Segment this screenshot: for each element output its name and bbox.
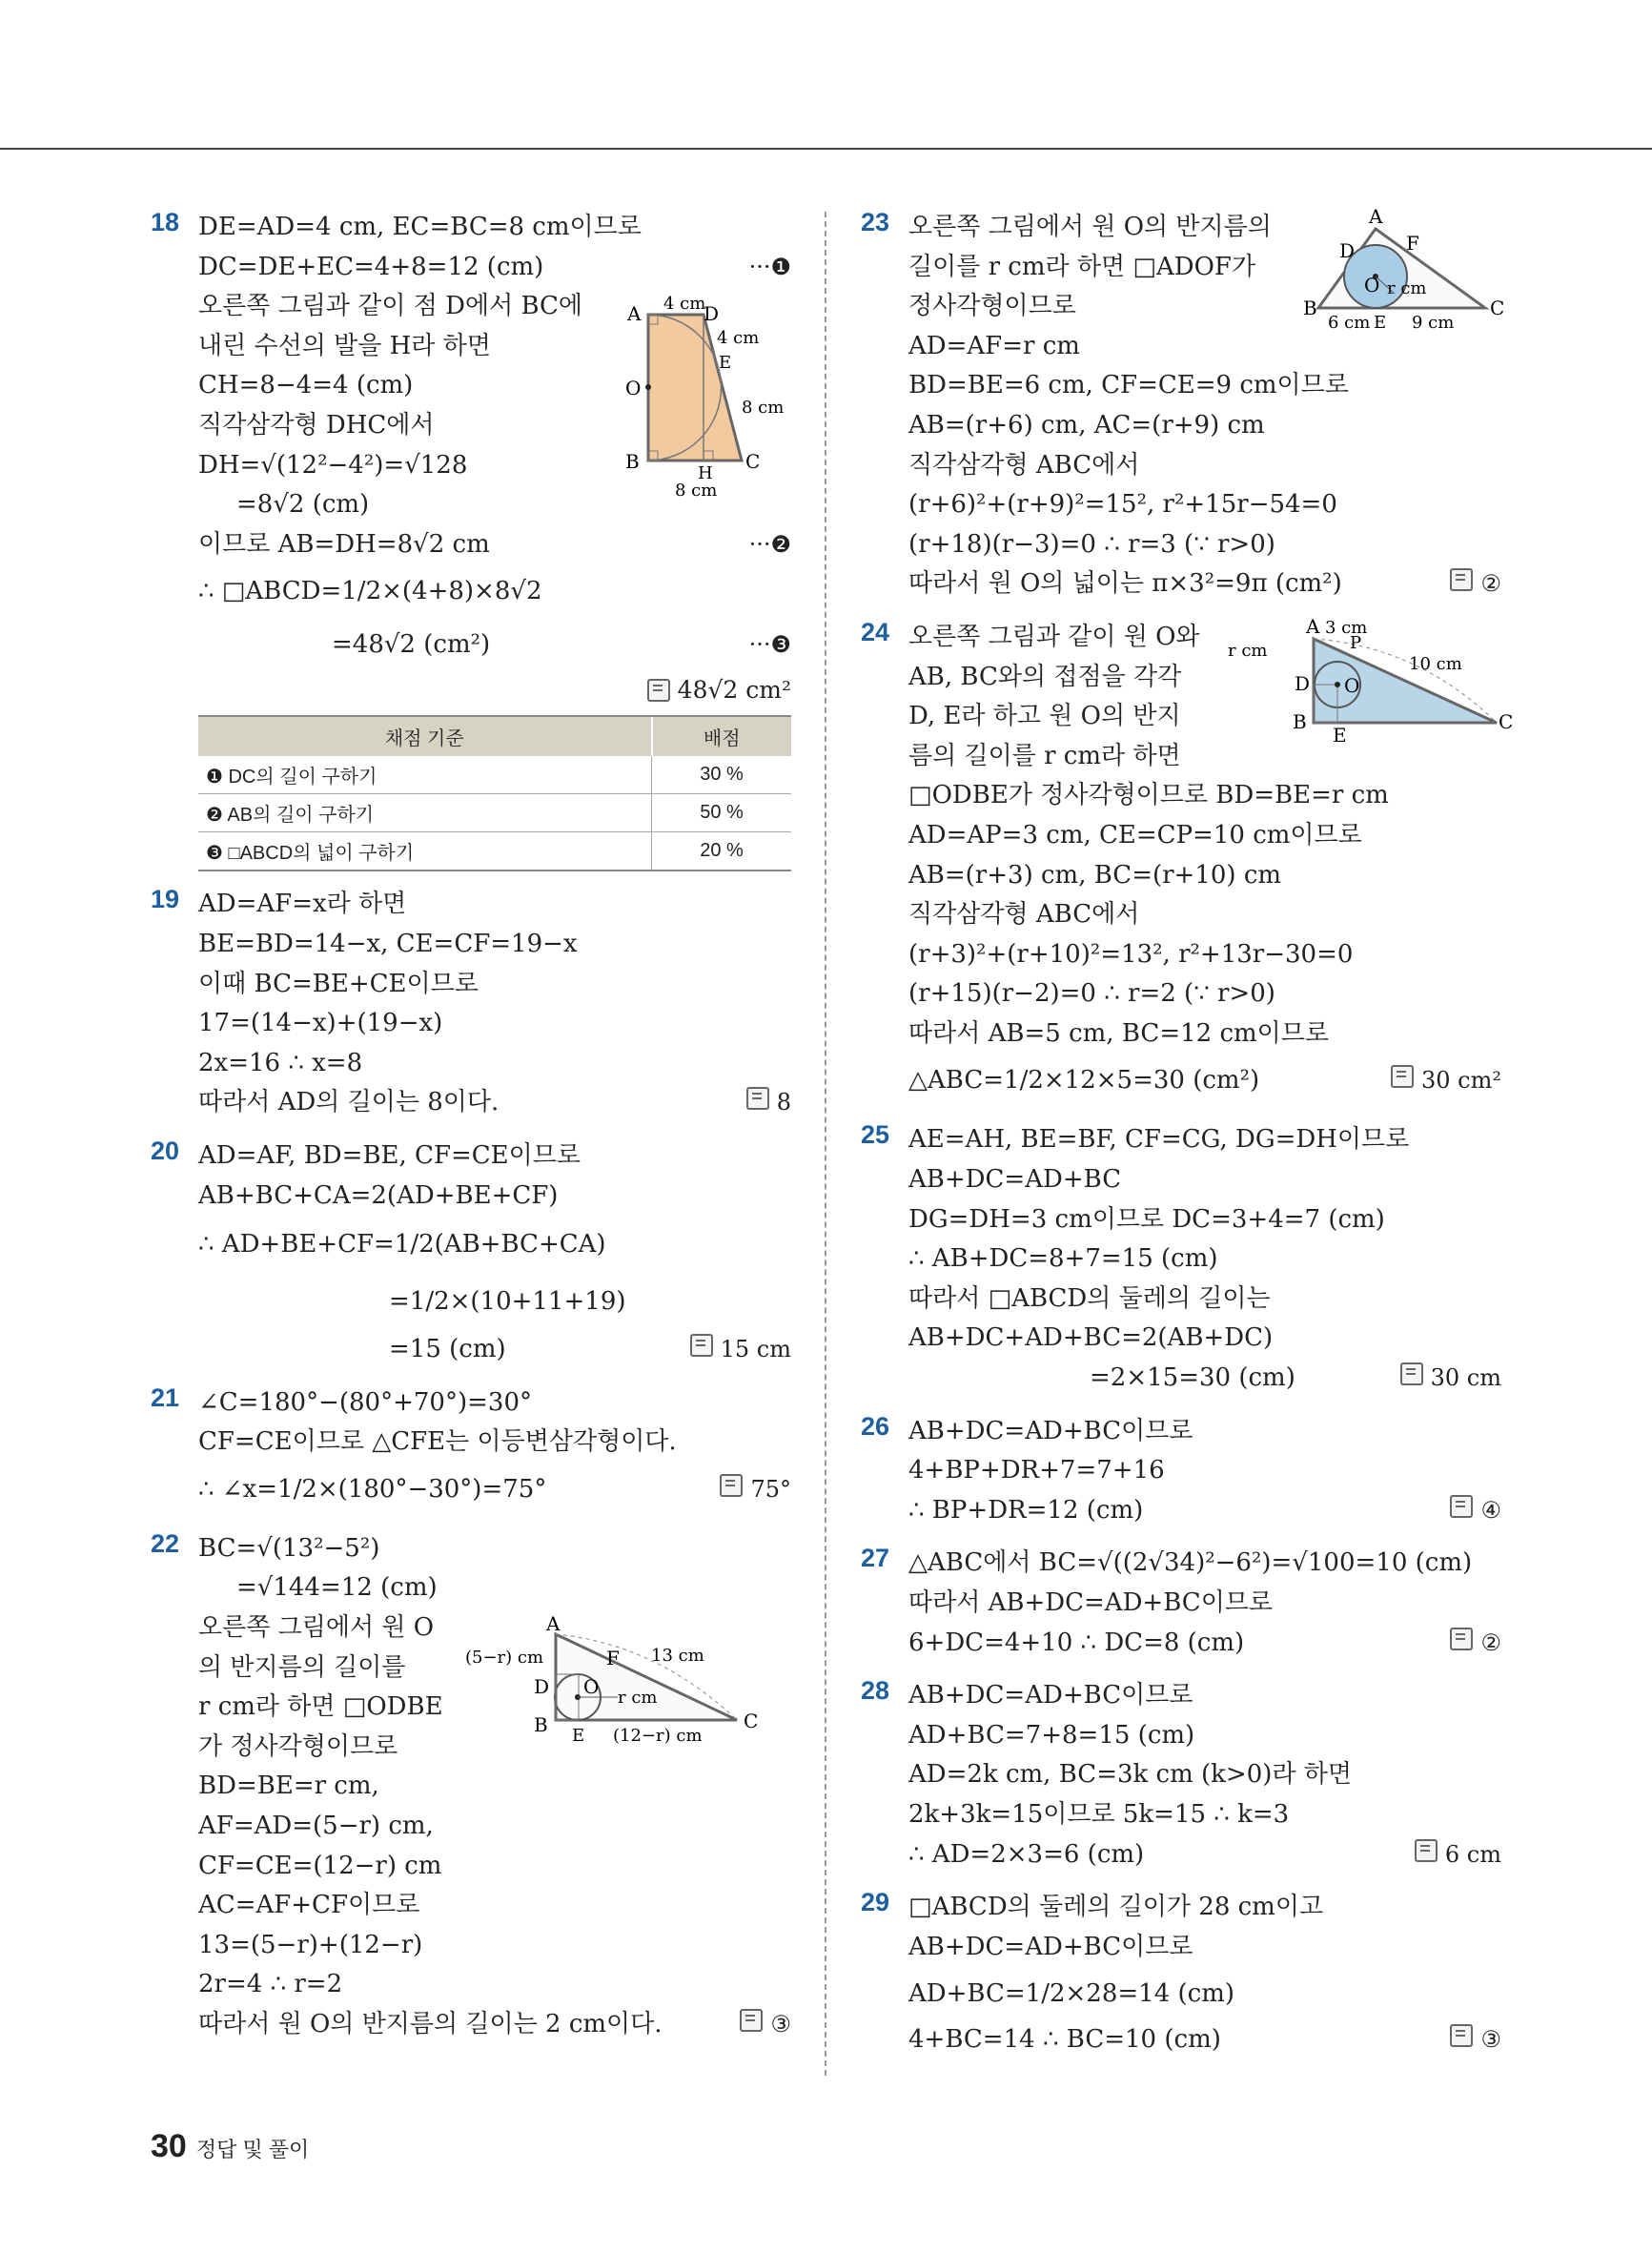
solution-line: AE=AH, BE=BF, CF=CG, DG=DH이므로	[908, 1125, 1410, 1155]
solution-line: CH=8−4=4 (cm)	[198, 371, 414, 400]
fig-label: O	[625, 377, 642, 399]
fig-label: r cm	[1387, 278, 1427, 298]
solution-line: 따라서 AD의 길이는 8이다. 8	[198, 1088, 791, 1117]
solution-line: 17=(14−x)+(19−x)	[198, 1009, 443, 1038]
solution-line: □ODBE가 정사각형이므로 BD=BE=r cm	[908, 781, 1389, 810]
fig-label: C	[1499, 709, 1514, 733]
fig-label: 13 cm	[651, 1645, 704, 1666]
solution-line: △ABC에서 BC=√((2√34)²−6²)=√100=10 (cm)	[908, 1548, 1473, 1578]
solution-line: AD+BC=7+8=15 (cm)	[908, 1720, 1195, 1750]
solution-line: (r+18)(r−3)=0 ∴ r=3 (∵ r>0)	[908, 529, 1275, 559]
solution-line: 이때 BC=BE+CE이므로	[198, 969, 479, 998]
solution-line: 름의 길이를 r cm라 하면	[908, 741, 1181, 770]
fig-label: B	[1293, 709, 1307, 733]
header-rule	[0, 148, 1652, 150]
solution-line: BD=BE=6 cm, CF=CE=9 cm이므로	[908, 371, 1349, 400]
solution-line: 길이를 r cm라 하면 □ADOF가	[908, 252, 1256, 281]
solution-line: AB+DC=AD+BC이므로	[908, 1681, 1193, 1710]
solution-line: =48√2 (cm²) ···❸	[151, 618, 791, 671]
fig-label: O	[1344, 673, 1360, 697]
table-header: 채점 기준	[198, 716, 652, 756]
fig-label: (12−r) cm	[613, 1725, 703, 1746]
fig-label: 8 cm	[742, 398, 785, 418]
solution-line: 정사각형이므로	[908, 292, 1076, 321]
table-row: ❶ DC의 길이 구하기 30 %	[198, 756, 791, 794]
solution-line: ∴ ∠x=1/2×(180°−30°)=75° 75°	[198, 1474, 791, 1504]
solution-line: 이므로 AB=DH=8√2 cm ···❷	[151, 525, 791, 565]
problem-number: 23	[861, 208, 890, 236]
footer-text: 정답 및 풀이	[195, 2138, 310, 2161]
fig-label: B	[625, 450, 640, 473]
solution-line: =8√2 (cm)	[236, 490, 370, 520]
answer-icon	[1450, 1495, 1473, 1518]
solution-line: BD=BE=r cm,	[198, 1772, 379, 1801]
solution-line: 가 정사각형이므로	[198, 1731, 398, 1761]
solution-line: 13=(5−r)+(12−r)	[198, 1930, 423, 1959]
fig-label: D	[1295, 671, 1311, 695]
solution-line: =2×15=30 (cm) 30 cm	[1090, 1363, 1501, 1393]
problem-29	[861, 1888, 1501, 2060]
problem-number: 28	[861, 1676, 890, 1706]
problem-number: 21	[151, 1383, 180, 1412]
solution-line: ∴ AB+DC=8+7=15 (cm)	[908, 1244, 1218, 1274]
page-footer	[151, 2128, 309, 2165]
fig-label: E	[1374, 313, 1387, 333]
solution-line: AD=AF, BD=BE, CF=CE이므로	[198, 1140, 581, 1170]
solution-line: ∴ □ABCD=1/2×(4+8)×8√2	[198, 577, 542, 606]
answer-icon	[1391, 1065, 1414, 1088]
solution-line: AB+DC+AD+BC=2(AB+DC)	[908, 1323, 1274, 1353]
fig-label: A	[546, 1611, 561, 1635]
fig-label: B	[534, 1712, 548, 1736]
answer-icon	[1450, 2024, 1473, 2047]
solution-line: △ABC=1/2×12×5=30 (cm²) 30 cm²	[908, 1066, 1501, 1096]
right-column	[861, 205, 1514, 2074]
solution-line: AC=AF+CF이므로	[198, 1891, 420, 1920]
grading-table	[198, 715, 791, 871]
solution-line: DH=√(12²−4²)=√128	[198, 450, 468, 480]
problem-23	[861, 205, 1505, 604]
triangle-figure-24	[1228, 614, 1514, 747]
problem-number: 24	[861, 617, 890, 646]
solution-line: ∴ AD+BE+CF=1/2(AB+BC+CA)	[198, 1230, 606, 1260]
fig-label: A	[1369, 205, 1383, 228]
solution-line: AB+DC=AD+BC이므로	[908, 1932, 1193, 1961]
answer: 48√2 cm²	[151, 671, 791, 709]
solution-line: AD=AF=x라 하면	[198, 890, 407, 919]
fig-label: O	[583, 1674, 600, 1698]
fig-label: C	[1490, 297, 1505, 319]
solution-line: 직각삼각형 ABC에서	[908, 450, 1140, 480]
problem-number: 22	[151, 1528, 180, 1558]
solution-line: 4+BP+DR+7=7+16	[908, 1456, 1165, 1485]
problem-28	[861, 1676, 1501, 1874]
trapezoid-figure	[618, 294, 799, 513]
problem-25	[861, 1120, 1501, 1398]
fig-label: D	[534, 1674, 550, 1698]
solution-line: BE=BD=14−x, CE=CF=19−x	[198, 929, 578, 958]
solution-line: 오른쪽 그림과 같이 원 O와	[908, 622, 1200, 651]
fig-label: 4 cm	[663, 294, 706, 314]
fig-label: r cm	[1228, 640, 1268, 661]
solution-line: (r+6)²+(r+9)²=15², r²+15r−54=0	[908, 490, 1337, 520]
fig-label: 3 cm	[1325, 617, 1368, 638]
answer-icon	[720, 1474, 743, 1497]
solution-line: AB+BC+CA=2(AD+BE+CF)	[198, 1180, 559, 1210]
problem-number: 27	[861, 1544, 890, 1573]
solution-line: 2x=16 ∴ x=8	[198, 1048, 363, 1077]
solution-line: AB, BC와의 접점을 각각	[908, 662, 1182, 691]
answer-icon	[746, 1087, 769, 1110]
problem-number: 26	[861, 1411, 890, 1441]
problem-20	[151, 1137, 791, 1370]
answer-icon	[690, 1334, 713, 1357]
problem-19	[151, 885, 791, 1123]
answer-icon	[1415, 1839, 1438, 1862]
solution-line: ∠C=180°−(80°+70°)=30°	[198, 1387, 532, 1417]
step-mark: ···❷	[748, 530, 791, 558]
solution-line: AD=AP=3 cm, CE=CP=10 cm이므로	[908, 820, 1362, 850]
solution-line: AB=(r+6) cm, AC=(r+9) cm	[908, 410, 1265, 440]
fig-label: C	[745, 450, 761, 473]
solution-line: 따라서 AB+DC=AD+BC이므로	[908, 1588, 1274, 1617]
column-divider	[825, 212, 826, 2076]
solution-line: 2k+3k=15이므로 5k=15 ∴ k=3	[908, 1799, 1290, 1829]
problem-number: 19	[151, 885, 180, 914]
solution-line: 오른쪽 그림에서 원 O	[198, 1613, 435, 1643]
solution-line: CF=CE=(12−r) cm	[198, 1851, 442, 1880]
solution-line: =√144=12 (cm)	[236, 1573, 438, 1603]
solution-line: 6+DC=4+10 ∴ DC=8 (cm) ②	[908, 1628, 1501, 1657]
solution-line: AB=(r+3) cm, BC=(r+10) cm	[908, 860, 1282, 890]
problem-number: 29	[861, 1888, 890, 1917]
solution-line: 오른쪽 그림과 같이 점 D에서 BC에	[198, 292, 583, 321]
fig-label: r cm	[618, 1687, 658, 1708]
solution-line: (r+3)²+(r+10)²=13², r²+13r−30=0	[908, 939, 1354, 969]
solution-line: 따라서 원 O의 넓이는 π×3²=9π (cm²) ②	[908, 569, 1501, 599]
solution-line: r cm라 하면 □ODBE	[198, 1692, 443, 1722]
solution-line: AD=2k cm, BC=3k cm (k>0)라 하면	[908, 1760, 1353, 1790]
fig-label: F	[606, 1646, 620, 1669]
solution-line: 따라서 AB=5 cm, BC=12 cm이므로	[908, 1018, 1330, 1048]
problem-22	[151, 1529, 791, 2045]
problem-number: 20	[151, 1136, 180, 1165]
solution-line: DE=AD=4 cm, EC=BC=8 cm이므로	[198, 213, 642, 241]
solution-line: 4+BC=14 ∴ BC=10 (cm) ③	[908, 2025, 1501, 2055]
fig-label: B	[1303, 297, 1317, 319]
solution-line: AD=AF=r cm	[908, 331, 1080, 360]
solution-line: DC=DE+EC=4+8=12 (cm) ···❶	[151, 248, 791, 288]
problem-18	[151, 208, 791, 871]
solution-line: 2r=4 ∴ r=2	[198, 1970, 343, 1999]
solution-line: ∴ AD=2×3=6 (cm) 6 cm	[908, 1839, 1501, 1869]
left-column	[151, 208, 791, 2058]
solution-line: ∴ BP+DR=12 (cm) ④	[908, 1495, 1501, 1525]
fig-label: A	[1306, 614, 1320, 638]
solution-line: 오른쪽 그림에서 원 O의 반지름의	[908, 213, 1272, 241]
solution-line: 따라서 □ABCD의 둘레의 길이는	[908, 1283, 1271, 1313]
solution-line: AB+DC=AD+BC이므로	[908, 1416, 1193, 1445]
solution-line: 내린 수선의 발을 H라 하면	[198, 331, 491, 360]
triangle-figure-23	[1299, 205, 1505, 341]
problem-24	[861, 614, 1514, 1108]
solution-line: AB+DC=AD+BC	[908, 1165, 1122, 1195]
solution-line: D, E라 하고 원 O의 반지	[908, 702, 1181, 731]
fig-label: F	[1406, 232, 1419, 255]
answer-icon	[1450, 568, 1473, 591]
fig-label: (5−r) cm	[465, 1647, 544, 1668]
solution-line: CF=CE이므로 △CFE는 이등변삼각형이다.	[198, 1427, 677, 1457]
answer-icon	[647, 679, 670, 702]
problem-number: 25	[861, 1120, 890, 1150]
solution-line: AD+BC=1/2×28=14 (cm)	[908, 1979, 1235, 2009]
solution-line: AF=AD=(5−r) cm,	[198, 1812, 434, 1841]
problem-26	[861, 1412, 1501, 1531]
page-number: 30	[151, 2128, 187, 2164]
solution-line: 직각삼각형 DHC에서	[198, 410, 435, 440]
solution-line: (r+15)(r−2)=0 ∴ r=2 (∵ r>0)	[908, 979, 1275, 1009]
solution-line: 따라서 원 O의 반지름의 길이는 2 cm이다. ③	[198, 2010, 791, 2038]
solution-line: □ABCD의 둘레의 길이가 28 cm이고	[908, 1893, 1324, 1922]
fig-label: 10 cm	[1409, 653, 1462, 674]
fig-label: A	[627, 302, 642, 325]
fig-label: D	[1339, 239, 1356, 262]
fig-label: E	[719, 353, 732, 373]
fig-label: O	[1364, 274, 1380, 297]
fig-label: 4 cm	[717, 328, 760, 348]
step-mark: ···❶	[748, 253, 791, 280]
solution-line: 의 반지름의 길이를	[198, 1652, 406, 1682]
fig-label: 8 cm	[675, 481, 718, 501]
fig-label: H	[698, 463, 713, 483]
fig-label: E	[572, 1725, 585, 1746]
answer-icon	[1400, 1362, 1423, 1385]
table-row: ❸ □ABCD의 넓이 구하기 20 %	[198, 832, 791, 871]
solution-line: =1/2×(10+11+19)	[389, 1287, 626, 1317]
answer-icon	[740, 2009, 763, 2032]
fig-label: 6 cm	[1328, 313, 1371, 333]
solution-line: DG=DH=3 cm이므로 DC=3+4=7 (cm)	[908, 1204, 1385, 1234]
step-mark: ···❸	[748, 631, 791, 659]
triangle-figure-22	[465, 1611, 799, 1758]
fig-label: D	[704, 302, 720, 325]
answer-icon	[1450, 1628, 1473, 1650]
fig-label: 9 cm	[1412, 313, 1455, 333]
table-row: ❷ AB의 길이 구하기 50 %	[198, 794, 791, 832]
fig-label: C	[744, 1709, 759, 1732]
table-header: 배점	[652, 716, 792, 756]
solution-line: =15 (cm) 15 cm	[389, 1335, 791, 1364]
problem-21	[151, 1383, 791, 1516]
fig-label: P	[1350, 632, 1362, 653]
fig-label: E	[1333, 723, 1347, 747]
problem-number: 18	[151, 208, 180, 236]
solution-line: BC=√(13²−5²)	[198, 1533, 380, 1563]
problem-27	[861, 1544, 1501, 1663]
solution-line: 직각삼각형 ABC에서	[908, 900, 1140, 930]
